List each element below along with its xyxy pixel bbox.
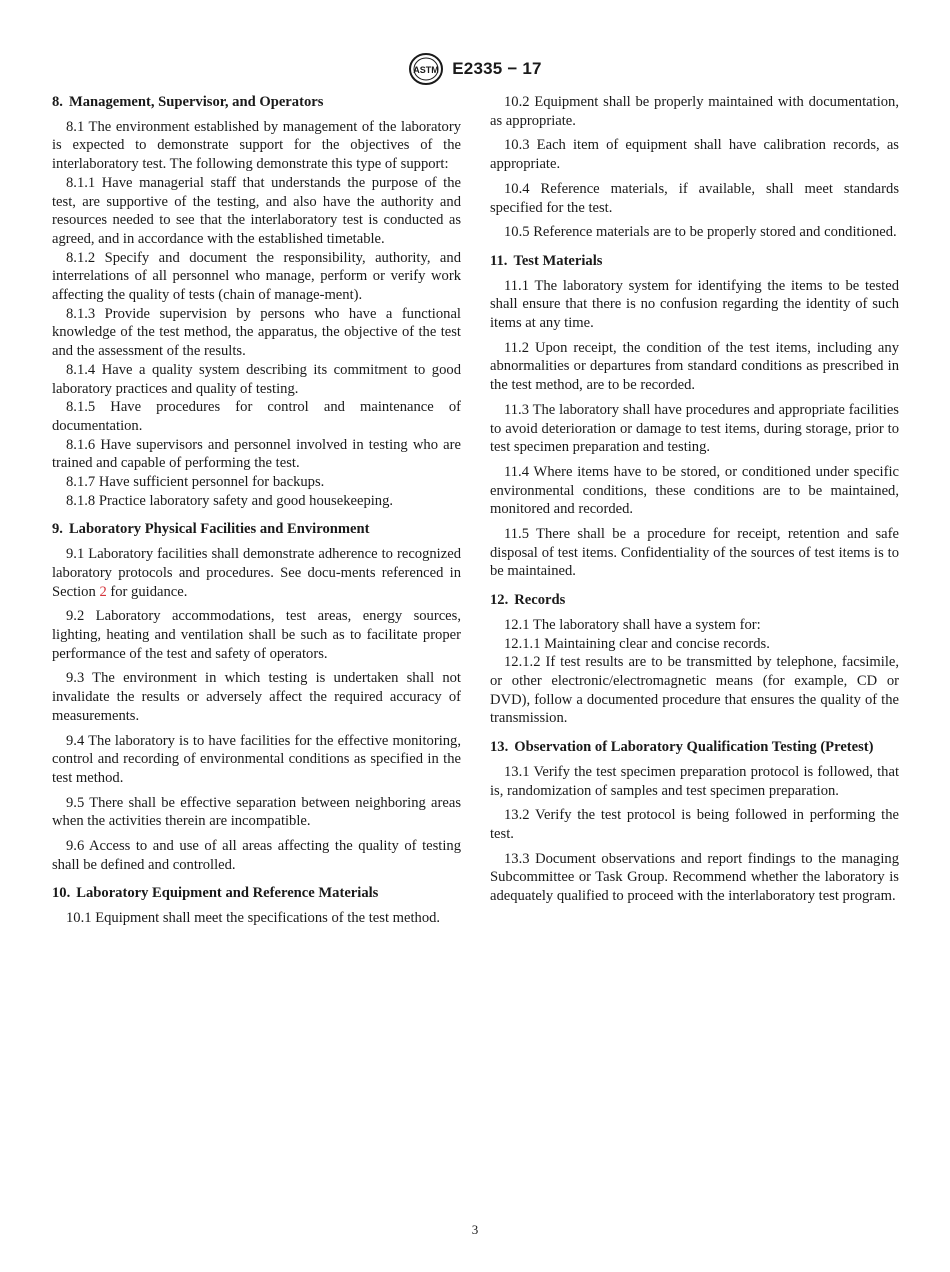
logo-text: ASTM	[413, 65, 440, 75]
section-9-heading: 9. Laboratory Physical Facilities and Environment	[52, 521, 370, 538]
paragraph-8-1-7: 8.1.7 Have sufficient personnel for backups.	[66, 474, 325, 491]
paragraph-12-1-1: 12.1.1 Maintaining clear and concise records.	[504, 635, 770, 652]
paragraph-8-1-8: 8.1.8 Practice laboratory safety and good housekeeping.	[66, 492, 394, 509]
astm-logo-icon	[408, 52, 444, 86]
document-id: E2335 − 17	[452, 59, 542, 78]
paragraph-10-4: 10.4 Reference materials, if available, shall meet standards specified for the test.	[490, 180, 899, 216]
section-8-heading: 8. Management, Supervisor, and Operators	[52, 94, 324, 110]
paragraph-9-2: 9.2 Laboratory accommodations, test areas, energy sources, lighting, heating and ventilation shall be such as to facilitate proper performance of the test and safety of operators.	[52, 608, 461, 662]
paragraph-11-3: 11.3 The laboratory shall have procedures and appropriate facilities to avoid deterioration or damage to test items, during storage, prior to test specimen preparation and testing.	[490, 401, 899, 456]
paragraph-10-2: 10.2 Equipment shall be properly maintained with documentation, as appropriate.	[490, 94, 899, 129]
paragraph-13-3: 13.3 Document observations and report findings to the managing Subcommittee or Task Group. Recommend whether the laboratory is adequately qualified to proceed with the interlaboratory test program.	[490, 850, 899, 905]
paragraph-11-1: 11.1 The laboratory system for identifying the items to be tested shall ensure that there is no confusion regarding the identity of such items at any time.	[490, 277, 899, 332]
paragraph-11-2: 11.2 Upon receipt, the condition of the test items, including any abnormalities or departures from standard conditions as prescribed in the test method, are to be recorded.	[490, 339, 899, 394]
paragraph-8-1-3: 8.1.3 Provide supervision by persons who have a functional knowledge of the test method, the apparatus, the objective of the test and the assessment of the results.	[52, 305, 461, 360]
paragraph-12-1: 12.1 The laboratory shall have a system for:	[504, 616, 761, 633]
left-column	[52, 93, 461, 928]
paragraph-9-5: 9.5 There shall be effective separation between neighboring areas when the activities therein are incompatible.	[52, 794, 461, 830]
section-11-heading: 11. Test Materials	[490, 252, 603, 269]
paragraph-8-1-5: 8.1.5 Have procedures for control and maintenance of documentation.	[52, 399, 461, 434]
paragraph-11-5: 11.5 There shall be a procedure for receipt, retention and safe disposal of test items. Confidentiality of the sources of test items is to be maintained.	[490, 526, 899, 580]
paragraph-9-3: 9.3 The environment in which testing is undertaken shall not invalidate the results or adversely affect the required accuracy of measurements.	[52, 670, 461, 724]
paragraph-8-1-6: 8.1.6 Have supervisors and personnel involved in testing who are trained and capable of performing the test.	[52, 436, 461, 472]
paragraph-8-1: 8.1 The environment established by management of the laboratory is expected to demonstrate support for the objectives of the interlaboratory test. The following demonstrate this type of support:	[52, 118, 461, 173]
paragraph-9-6: 9.6 Access to and use of all areas affecting the quality of testing shall be defined and controlled.	[52, 838, 461, 873]
paragraph-10-3: 10.3 Each item of equipment shall have calibration records, as appropriate.	[490, 137, 899, 173]
paragraph-10-5: 10.5 Reference materials are to be properly stored and conditioned.	[504, 224, 897, 241]
section-12-heading: 12. Records	[490, 592, 566, 609]
section-2-link[interactable]: 2	[99, 583, 107, 600]
paragraph-8-1-2: 8.1.2 Specify and document the responsibility, authority, and interrelations of all personnel who manage, perform or verify work affecting the quality of tests (chain of manage-ment).	[52, 249, 461, 304]
paragraph-12-1-2: 12.1.2 If test results are to be transmitted by telephone, facsimile, or other electronic/electromagnetic means (for example, CD or DVD), follow a documented procedure that ensures the quality of the transmission.	[490, 654, 899, 727]
paragraph-10-1: 10.1 Equipment shall meet the specifications of the test method.	[66, 910, 441, 927]
paragraph-9-1: 9.1 Laboratory facilities shall demonstrate adherence to recognized laboratory protocols and procedures. See docu-ments referenced in Section 2 for guidance.	[52, 546, 461, 600]
page-number: 3	[471, 1222, 479, 1237]
section-13-heading: 13. Observation of Laboratory Qualification Testing (Pretest)	[490, 739, 874, 756]
paragraph-8-1-1: 8.1.1 Have managerial staff that understands the purpose of the test, are supportive of the testing, and also have the authority and resources needed to see that the interlaboratory test is conducted as agreed, and in accordance with the established timetable.	[52, 174, 461, 247]
page-header	[0, 52, 950, 86]
paragraph-13-1: 13.1 Verify the test specimen preparation protocol is followed, that is, randomization of samples and test specimen preparation.	[490, 763, 899, 799]
paragraph-8-1-4: 8.1.4 Have a quality system describing its commitment to good laboratory practices and quality of testing.	[52, 361, 461, 397]
paragraph-13-2: 13.2 Verify the test protocol is being followed in performing the test.	[490, 807, 899, 842]
paragraph-11-4: 11.4 Where items have to be stored, or conditioned under specific environmental conditions, these conditions are to be maintained, monitored and recorded.	[490, 463, 899, 518]
paragraph-9-4: 9.4 The laboratory is to have facilities for the effective monitoring, control and recording of environmental conditions as specified in the test method.	[52, 732, 461, 786]
right-column	[490, 93, 899, 906]
section-10-heading: 10. Laboratory Equipment and Reference Materials	[52, 885, 379, 902]
